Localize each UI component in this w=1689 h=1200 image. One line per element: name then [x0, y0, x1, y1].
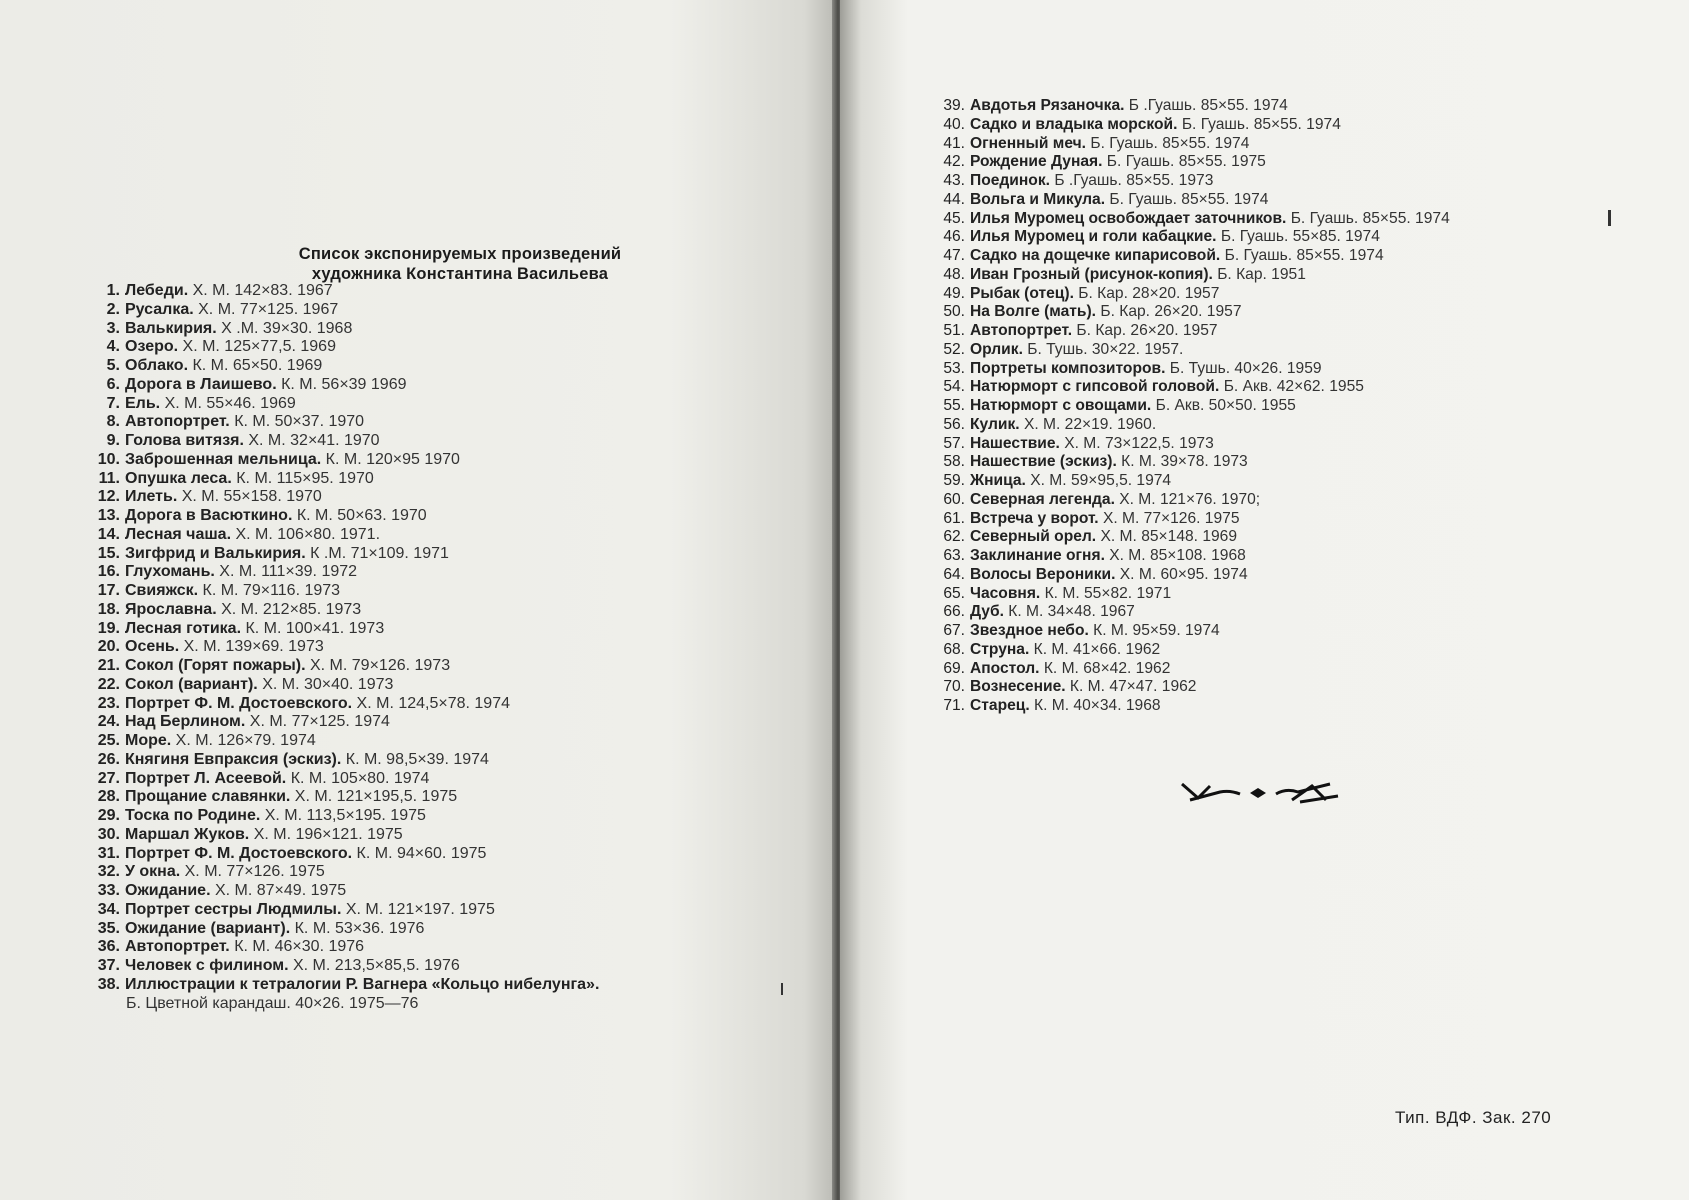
entry-number: 14. — [97, 525, 120, 543]
entry-title: Заклинание огня. — [970, 547, 1105, 564]
entry-title: Голова витязя. — [125, 432, 244, 449]
entry-number: 15. — [97, 544, 120, 562]
entry-title: У окна. — [125, 863, 181, 881]
work-entry — [93, 695, 793, 714]
entry-number: 56. — [943, 415, 965, 433]
entry-details: Х. М. 55×158. 1970 — [177, 488, 322, 506]
entry-details: Б. Кар. 28×20. 1957 — [1073, 284, 1220, 302]
entry-number: 30. — [97, 825, 120, 843]
entry-title: Облако. — [125, 357, 189, 374]
entry-title: Ожидание (вариант). — [125, 919, 291, 937]
entry-details: Б. Акв. 42×62. 1955 — [1219, 378, 1364, 396]
entry-title: Илья Муромец и голи кабацкие. — [970, 228, 1217, 246]
entry-title: Тоска по Родине. — [125, 807, 261, 824]
work-entry — [93, 301, 793, 320]
entry-number: 40. — [943, 115, 965, 133]
entry-details: К. М. 56×39 1969 — [276, 375, 407, 393]
entry-title: Опушка леса. — [125, 469, 232, 487]
entry-number: 62. — [943, 528, 965, 546]
entry-title: Северная легенда. — [970, 490, 1115, 508]
work-entry — [93, 282, 793, 301]
entry-number: 43. — [943, 172, 965, 189]
entry-number: 32. — [97, 863, 120, 881]
entry-number: 29. — [97, 807, 120, 824]
entry-title: Портрет сестры Людмилы. — [125, 900, 342, 918]
work-entry — [939, 210, 1619, 229]
entry-title: Струна. — [970, 640, 1030, 658]
entry-title: Лесная готика. — [125, 619, 242, 637]
work-entry — [93, 863, 793, 882]
entry-number: 50. — [943, 303, 965, 321]
entry-number: 52. — [943, 340, 965, 358]
entry-details: К. М. 34×48. 1967 — [1003, 603, 1135, 621]
entry-details: К. М. 46×30. 1976 — [229, 938, 365, 956]
entry-details: К. М. 65×50. 1969 — [188, 357, 323, 374]
entry-title: Садко и владыка морской. — [970, 115, 1178, 133]
entry-details: Х. М. 73×122,5. 1973 — [1059, 434, 1214, 452]
work-entry — [939, 191, 1619, 210]
entry-details: Б .Гуашь. 85×55. 1974 — [1124, 97, 1288, 114]
work-entry — [93, 788, 793, 807]
work-entry — [939, 547, 1619, 566]
entry-details: Х .М. 39×30. 1968 — [216, 319, 353, 337]
entry-title: Авдотья Рязаночка. — [970, 97, 1125, 114]
entry-details: Х. М. 77×125. 1967 — [193, 300, 339, 318]
entry-title: Озеро. — [125, 338, 179, 356]
entry-title: Портреты композиторов. — [970, 359, 1166, 377]
work-entry — [939, 285, 1619, 304]
entry-title: Княгиня Евпраксия (эскиз). — [125, 750, 342, 768]
entry-number: 53. — [943, 359, 965, 377]
work-entry — [93, 676, 793, 695]
entry-details: К. М. 53×36. 1976 — [290, 919, 425, 937]
work-entry — [939, 341, 1619, 360]
entry-number: 24. — [97, 713, 120, 731]
work-entry — [939, 416, 1619, 435]
work-entry — [939, 472, 1619, 491]
entry-title: Русалка. — [125, 300, 194, 318]
entry-details: Б .Гуашь. 85×55. 1973 — [1049, 172, 1214, 189]
work-entry — [93, 713, 793, 732]
work-entry — [939, 622, 1619, 641]
work-entry — [93, 882, 793, 901]
entry-details: Х. М. 121×197. 1975 — [341, 900, 495, 918]
entry-details: Б. Акв. 50×50. 1955 — [1151, 397, 1296, 414]
entry-number: 12. — [97, 488, 120, 506]
entry-number: 8. — [106, 413, 120, 431]
entry-details: К. М. 95×59. 1974 — [1088, 622, 1220, 639]
entry-number: 1. — [106, 282, 120, 299]
entry-title: Илья Муромец освобождает заточников. — [970, 209, 1287, 227]
entry-title: Нашествие (эскиз). — [970, 453, 1117, 471]
entry-number: 16. — [97, 563, 120, 581]
work-entry — [939, 135, 1619, 154]
entry-title: Вольга и Микула. — [970, 190, 1106, 208]
entry-details: К. М. 40×34. 1968 — [1029, 697, 1161, 714]
work-entry — [93, 451, 793, 470]
entry-number: 58. — [943, 453, 965, 471]
entry-title: Илеть. — [125, 488, 178, 506]
entry-title: Иллюстрации к тетралогии Р. Вагнера «Кольцо нибелунга». — [125, 975, 600, 993]
entry-details: Б. Гуашь. 85×55. 1974 — [1220, 247, 1384, 264]
entry-number: 22. — [97, 675, 120, 693]
entry-number: 70. — [943, 678, 965, 696]
entry-title: Автопортрет. — [125, 938, 230, 956]
entry-details: Х. М. 126×79. 1974 — [171, 732, 316, 749]
work-entry — [939, 510, 1619, 529]
entry-title: Маршал Жуков. — [125, 825, 250, 843]
entry-number: 25. — [97, 732, 120, 749]
work-entry — [93, 751, 793, 770]
entry-details: К. М. 50×63. 1970 — [292, 507, 427, 524]
entry-details: Б. Гуашь. 85×55. 1974 — [1177, 115, 1341, 133]
entry-title: Натюрморт с гипсовой головой. — [970, 378, 1220, 396]
work-entry — [939, 153, 1619, 172]
works-list-right — [939, 97, 1619, 716]
work-entry — [939, 397, 1619, 416]
work-entry — [93, 638, 793, 657]
entry-title: Дорога в Васюткино. — [125, 507, 293, 524]
entry-details: Б. Гуашь. 85×55. 1975 — [1102, 153, 1266, 171]
work-entry — [93, 357, 793, 376]
entry-number: 17. — [97, 582, 120, 599]
entry-number: 51. — [943, 322, 965, 339]
work-entry — [93, 432, 793, 451]
entry-details: Б. Гуашь. 85×55. 1974 — [1086, 134, 1250, 152]
entry-title: Рыбак (отец). — [970, 284, 1074, 302]
work-entry — [93, 732, 793, 751]
entry-details: Х. М. 121×195,5. 1975 — [290, 788, 458, 806]
work-entry — [939, 360, 1619, 379]
work-entry — [93, 938, 793, 957]
entry-number: 28. — [97, 788, 120, 806]
entry-number: 5. — [106, 357, 120, 374]
entry-title: Натюрморт с овощами. — [970, 397, 1152, 414]
entry-details: Х. М. 106×80. 1971. — [231, 525, 381, 543]
entry-number: 9. — [106, 432, 120, 449]
work-entry — [939, 528, 1619, 547]
entry-details: Х. М. 87×49. 1975 — [210, 882, 347, 899]
entry-title: Ожидание. — [125, 882, 211, 899]
entry-details: Б. Кар. 1951 — [1212, 265, 1306, 283]
entry-details: Х. М. 139×69. 1973 — [179, 638, 324, 656]
work-entry — [93, 657, 793, 676]
entry-details: Б. Гуашь. 85×55. 1974 — [1286, 209, 1450, 227]
entry-number: 20. — [97, 638, 120, 656]
works-list-left — [93, 282, 793, 1013]
entry-details: Б. Гуашь. 85×55. 1974 — [1105, 190, 1269, 208]
entry-title: Ель. — [125, 394, 161, 412]
work-entry — [93, 826, 793, 845]
work-entry — [939, 228, 1619, 247]
entry-number: 33. — [97, 882, 120, 899]
entry-details: Х. М. 212×85. 1973 — [216, 600, 362, 618]
entry-title: Кулик. — [970, 415, 1020, 433]
entry-details: Х. М. 85×148. 1969 — [1096, 528, 1238, 546]
work-entry — [93, 545, 793, 564]
work-entry — [939, 378, 1619, 397]
entry-title: Ярославна. — [125, 600, 217, 618]
entry-title: Море. — [125, 732, 172, 749]
entry-title: Портрет Ф. М. Достоевского. — [125, 694, 353, 712]
work-entry — [93, 507, 793, 526]
left-page — [0, 0, 838, 1200]
entry-details: К. М. 41×66. 1962 — [1029, 640, 1161, 658]
entry-number: 38. — [97, 975, 120, 993]
work-entry — [939, 585, 1619, 604]
entry-title: Звездное небо. — [970, 622, 1089, 639]
work-entry — [939, 697, 1619, 716]
entry-details: К. М. 105×80. 1974 — [286, 769, 430, 787]
entry-number: 63. — [943, 547, 965, 564]
entry-details: Х. М. 55×46. 1969 — [160, 394, 296, 412]
entry-details: Х. М. 125×77,5. 1969 — [178, 338, 336, 356]
title-line-2: художника Константина Васильева — [311, 265, 609, 283]
entry-number: 23. — [97, 694, 120, 712]
entry-details: Х. М. 77×126. 1975 — [1098, 509, 1240, 527]
entry-title: Глухомань. — [125, 563, 215, 581]
entry-number: 69. — [943, 659, 965, 677]
entry-number: 55. — [943, 397, 965, 414]
margin-mark-right — [1608, 210, 1611, 226]
work-entry — [93, 338, 793, 357]
entry-details: Х. М. 79×126. 1973 — [305, 657, 451, 674]
entry-number: 31. — [97, 844, 120, 862]
entry-number: 39. — [943, 97, 965, 114]
work-entry — [93, 901, 793, 920]
entry-number: 13. — [97, 507, 120, 524]
entry-title: Поединок. — [970, 172, 1050, 189]
entry-number: 68. — [943, 640, 965, 658]
entry-details: К. М. 47×47. 1962 — [1065, 678, 1197, 696]
printer-imprint: Тип. ВДФ. Зак. 270 — [1395, 1108, 1552, 1127]
entry-title: Дуб. — [970, 603, 1004, 621]
work-entry — [93, 920, 793, 939]
work-entry — [939, 678, 1619, 697]
work-entry — [93, 376, 793, 395]
entry-details: Х. М. 77×125. 1974 — [245, 713, 390, 731]
work-entry — [93, 770, 793, 789]
entry-details: Х. М. 59×95,5. 1974 — [1025, 472, 1172, 489]
entry-title: Лесная чаша. — [125, 525, 232, 543]
work-entry — [93, 488, 793, 507]
entry-details: Х. М. 113,5×195. 1975 — [260, 807, 426, 824]
entry-title: Садко на дощечке кипарисовой. — [970, 247, 1221, 264]
work-entry — [939, 172, 1619, 191]
entry-number: 2. — [106, 300, 120, 318]
entry-number: 37. — [97, 957, 120, 974]
entry-title: Огненный меч. — [970, 134, 1086, 152]
entry-title: На Волге (мать). — [970, 303, 1097, 321]
work-entry — [93, 601, 793, 620]
entry-details: Б. Кар. 26×20. 1957 — [1072, 322, 1218, 339]
work-entry — [939, 303, 1619, 322]
work-entry — [939, 97, 1619, 116]
entry-details: К. М. 79×116. 1973 — [198, 582, 341, 599]
entry-number: 49. — [943, 284, 965, 302]
entry-title: Зигфрид и Валькирия. — [125, 544, 306, 562]
entry-title: Лебеди. — [125, 282, 189, 299]
entry-details: К. М. 55×82. 1971 — [1040, 584, 1172, 602]
entry-title: Свияжск. — [125, 582, 199, 599]
entry-continuation: Б. Цветной карандаш. 40×26. 1975—76 — [126, 994, 419, 1012]
entry-number: 27. — [97, 769, 120, 787]
entry-details: Х. М. 213,5×85,5. 1976 — [288, 957, 460, 974]
work-entry — [939, 603, 1619, 622]
work-entry — [93, 563, 793, 582]
entry-title: Портрет Л. Асеевой. — [125, 769, 287, 787]
entry-title: Дорога в Лаишево. — [125, 375, 277, 393]
entry-details: К. М. 94×60. 1975 — [352, 844, 487, 862]
entry-number: 41. — [943, 134, 965, 152]
work-entry — [939, 322, 1619, 341]
entry-number: 60. — [943, 490, 965, 508]
entry-number: 3. — [106, 319, 120, 337]
entry-details: Х. М. 121×76. 1970; — [1114, 490, 1261, 508]
entry-title: Сокол (Горят пожары). — [125, 657, 306, 674]
entry-details: К. М. 100×41. 1973 — [241, 619, 385, 637]
entry-title: Осень. — [125, 638, 180, 656]
entry-details: Х. М. 22×19. 1960. — [1019, 415, 1157, 433]
entry-number: 47. — [943, 247, 965, 264]
entry-number: 64. — [943, 565, 965, 583]
entry-number: 61. — [943, 509, 965, 527]
entry-details: Х. М. 196×121. 1975 — [249, 825, 403, 843]
entry-number: 6. — [106, 375, 120, 393]
entry-number: 44. — [943, 190, 965, 208]
work-entry — [939, 435, 1619, 454]
entry-number: 7. — [106, 394, 120, 412]
entry-details: К. М. 50×37. 1970 — [229, 413, 365, 431]
entry-number: 65. — [943, 584, 965, 602]
entry-title: Часовня. — [970, 584, 1041, 602]
entry-details: Б. Тушь. 40×26. 1959 — [1165, 359, 1322, 377]
entry-title: Автопортрет. — [125, 413, 230, 431]
entry-number: 67. — [943, 622, 965, 639]
entry-title: Вознесение. — [970, 678, 1066, 696]
work-entry — [93, 582, 793, 601]
work-entry — [939, 116, 1619, 135]
work-entry — [93, 976, 793, 995]
work-entry — [939, 266, 1619, 285]
work-entry — [93, 395, 793, 414]
entry-title: Иван Грозный (рисунок-копия). — [970, 265, 1213, 283]
work-entry — [939, 641, 1619, 660]
entry-number: 4. — [106, 338, 120, 356]
entry-details: Б. Кар. 26×20. 1957 — [1096, 303, 1242, 321]
work-entry — [93, 470, 793, 489]
entry-number: 42. — [943, 153, 965, 171]
entry-number: 48. — [943, 265, 965, 283]
entry-title: Заброшенная мельница. — [125, 450, 322, 468]
work-entry — [93, 807, 793, 826]
entry-title: Северный орел. — [970, 528, 1097, 546]
work-entry — [939, 247, 1619, 266]
work-entry — [93, 413, 793, 432]
entry-details: Х. М. 111×39. 1972 — [214, 563, 358, 581]
entry-details: Б. Тушь. 30×22. 1957. — [1022, 340, 1184, 358]
entry-number: 59. — [943, 472, 965, 489]
entry-title: Прощание славянки. — [125, 788, 291, 806]
entry-title: Автопортрет. — [970, 322, 1073, 339]
entry-number: 46. — [943, 228, 965, 246]
work-entry — [93, 320, 793, 339]
list-title — [270, 244, 650, 284]
entry-title: Апостол. — [970, 659, 1040, 677]
entry-details: К .М. 71×109. 1971 — [305, 544, 449, 562]
work-entry — [93, 620, 793, 639]
entry-number: 18. — [97, 600, 120, 618]
entry-title: Старец. — [970, 697, 1030, 714]
entry-details: Х. М. 30×40. 1973 — [257, 675, 394, 693]
entry-details: Б. Гуашь. 55×85. 1974 — [1216, 228, 1380, 246]
entry-details: К. М. 39×78. 1973 — [1116, 453, 1248, 471]
entry-details: Х. М. 142×83. 1967 — [188, 282, 333, 299]
work-entry — [939, 453, 1619, 472]
entry-number: 71. — [943, 697, 965, 714]
entry-details: К. М. 115×95. 1970 — [231, 469, 374, 487]
entry-number: 36. — [97, 938, 120, 956]
entry-title: Над Берлином. — [125, 713, 246, 731]
entry-number: 54. — [943, 378, 965, 396]
entry-number: 66. — [943, 603, 965, 621]
entry-title: Встреча у ворот. — [970, 509, 1099, 527]
entry-number: 45. — [943, 209, 965, 227]
entry-details: К. М. 120×95 1970 — [321, 450, 460, 468]
entry-number: 57. — [943, 434, 965, 452]
entry-title: Рождение Дуная. — [970, 153, 1103, 171]
entry-number: 34. — [97, 900, 120, 918]
work-entry — [93, 526, 793, 545]
entry-details: Х. М. 85×108. 1968 — [1104, 547, 1246, 564]
entry-details: Х. М. 77×126. 1975 — [180, 863, 325, 881]
entry-details: К. М. 98,5×39. 1974 — [341, 750, 489, 768]
entry-number: 21. — [97, 657, 120, 674]
work-entry — [939, 491, 1619, 510]
entry-title: Валькирия. — [125, 319, 217, 337]
work-entry — [939, 566, 1619, 585]
margin-mark — [781, 983, 783, 995]
entry-title: Портрет Ф. М. Достоевского. — [125, 844, 353, 862]
work-entry — [93, 957, 793, 976]
entry-number: 10. — [97, 450, 120, 468]
entry-number: 19. — [97, 619, 120, 637]
entry-title: Волосы Вероники. — [970, 565, 1116, 583]
entry-title: Человек с филином. — [125, 957, 289, 974]
entry-details: Х. М. 32×41. 1970 — [243, 432, 380, 449]
entry-number: 11. — [98, 469, 120, 487]
entry-details: Х. М. 124,5×78. 1974 — [352, 694, 510, 712]
entry-title: Нашествие. — [970, 434, 1060, 452]
work-entry — [939, 660, 1619, 679]
work-entry — [93, 845, 793, 864]
ornament-icon — [1180, 778, 1340, 808]
entry-number: 35. — [97, 919, 120, 937]
title-line-1: Список экспонируемых произведений — [298, 245, 622, 263]
entry-details: К. М. 68×42. 1962 — [1039, 659, 1171, 677]
entry-number: 26. — [97, 750, 120, 768]
entry-details: Х. М. 60×95. 1974 — [1115, 565, 1248, 583]
entry-title: Сокол (вариант). — [125, 675, 258, 693]
entry-title: Орлик. — [970, 340, 1023, 358]
entry-title: Жница. — [970, 472, 1026, 489]
